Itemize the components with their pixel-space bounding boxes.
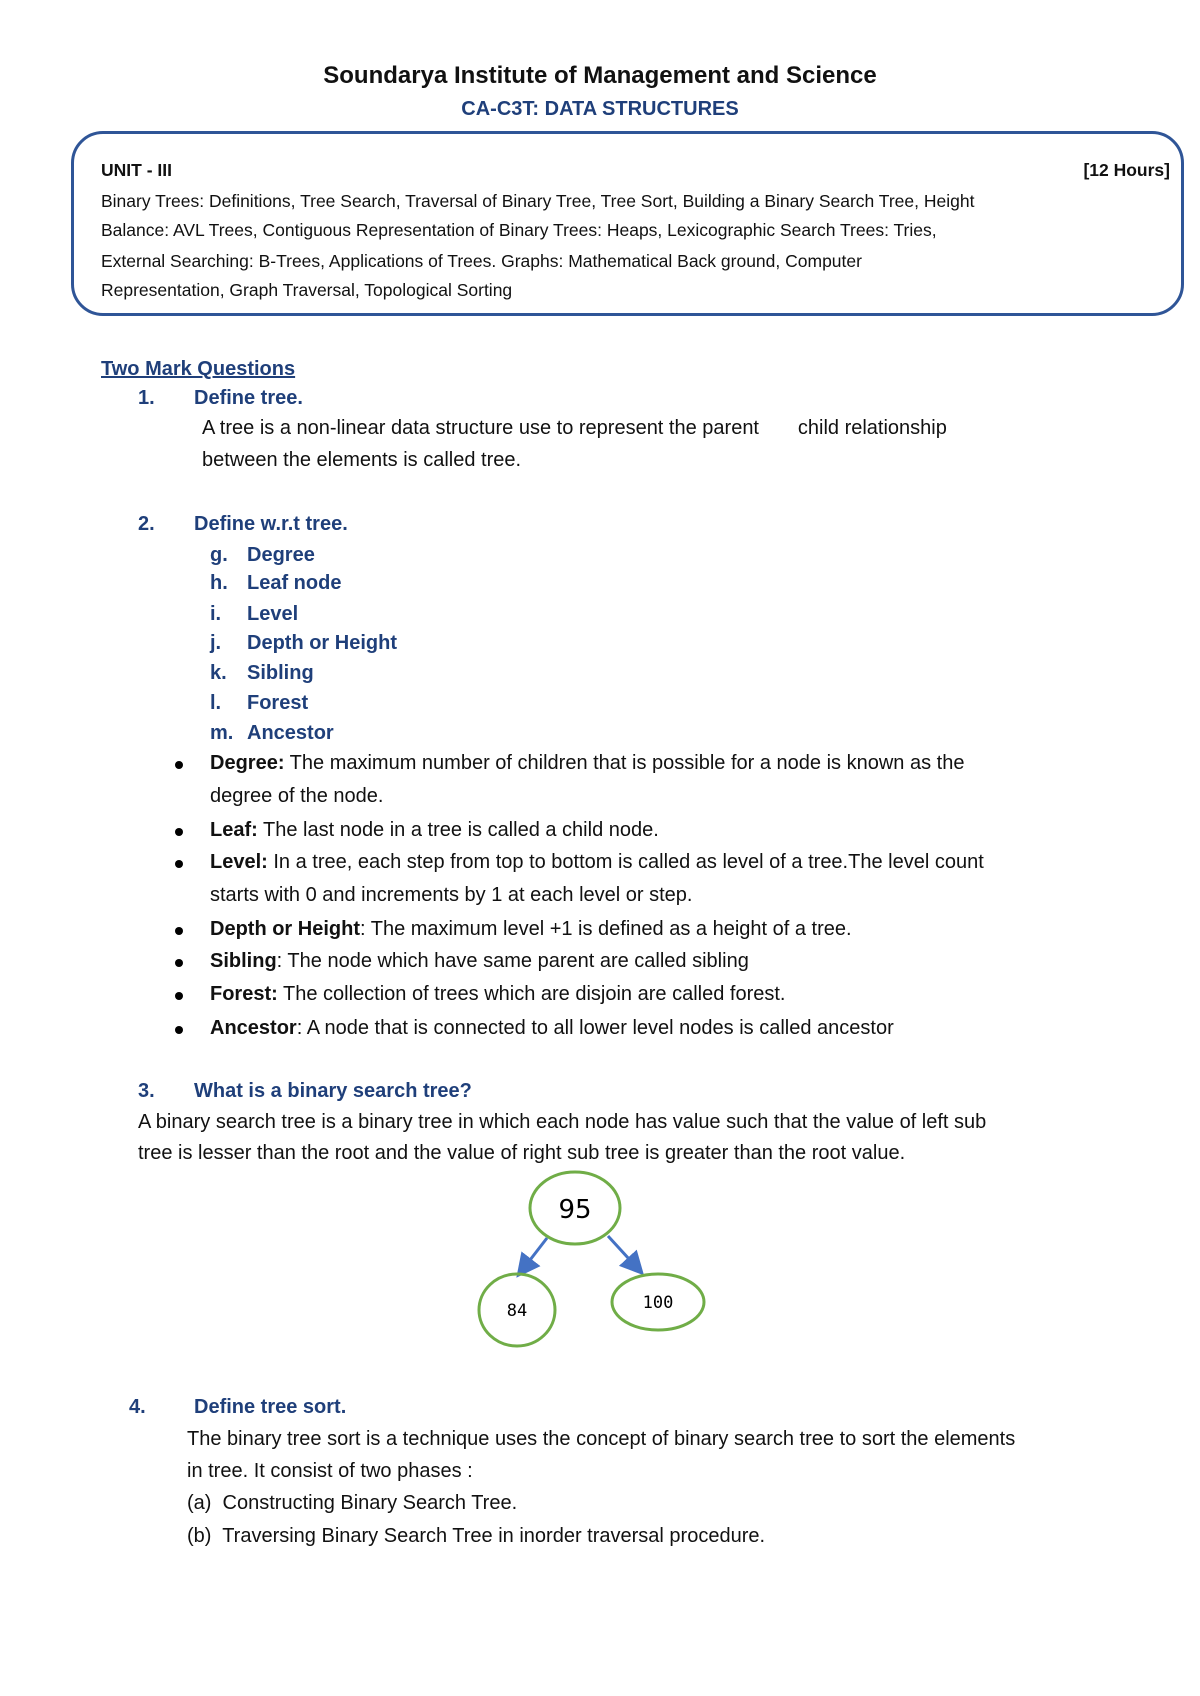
- q3-number: 3.: [138, 1080, 155, 1102]
- subitem-term: Sibling: [247, 662, 314, 684]
- left-value: 84: [506, 1301, 528, 1321]
- definition-text: : A node that is connected to all lower level nodes is called ancestor: [296, 1017, 894, 1039]
- definition-text: In a tree, each step from top to bottom is called as level of a tree.The level count: [267, 851, 984, 873]
- definition-text: The collection of trees which are disjoin are called forest.: [277, 983, 786, 1005]
- q3-answer: A binary search tree is a binary tree in which each node has value such that the value of left sub: [138, 1111, 987, 1133]
- q3-title: What is a binary search tree?: [194, 1080, 472, 1102]
- q3-answer: tree is lesser than the root and the value of right sub tree is greater than the root value.: [138, 1142, 906, 1164]
- subitem-letter: k.: [210, 662, 227, 684]
- definition-term: Degree:: [210, 752, 285, 774]
- root-value: 95: [558, 1195, 592, 1225]
- definition-text: : The node which have same parent are called sibling: [276, 950, 749, 972]
- q1-number: 1.: [138, 387, 155, 409]
- subitem-term: Forest: [247, 692, 309, 714]
- q1-title: Define tree.: [194, 387, 303, 409]
- subitem-letter: i.: [210, 603, 222, 625]
- q4-number: 4.: [129, 1396, 146, 1418]
- subitem-letter: h.: [210, 572, 228, 594]
- definition-term: Ancestor: [210, 1017, 297, 1039]
- right-value: 100: [642, 1293, 674, 1313]
- syllabus-line: External Searching: B-Trees, Applications of Trees. Graphs: Mathematical Back ground, Computer: [101, 251, 862, 271]
- definition-term: Level:: [210, 851, 268, 873]
- section-heading: Two Mark Questions: [101, 358, 296, 380]
- subitem-letter: g.: [210, 544, 228, 566]
- unit-label: UNIT - III: [101, 160, 172, 180]
- institute-title: Soundarya Institute of Management and Science: [323, 62, 877, 89]
- edge-right-arrow: [608, 1236, 640, 1271]
- definition-text: : The maximum level +1 is defined as a height of a tree.: [360, 918, 852, 940]
- definition-text: The last node in a tree is called a child node.: [257, 819, 659, 841]
- q1-answer: between the elements is called tree.: [202, 449, 522, 471]
- definition-text: starts with 0 and increments by 1 at each level or step.: [210, 884, 693, 906]
- definition-text: degree of the node.: [210, 785, 384, 807]
- q4-answer: in tree. It consist of two phases :: [187, 1460, 473, 1482]
- syllabus-line: Balance: AVL Trees, Contiguous Representation of Binary Trees: Heaps, Lexicographic Search Trees: Tries,: [101, 220, 937, 240]
- subitem-term: Degree: [247, 544, 315, 566]
- subitem-letter: l.: [210, 692, 222, 714]
- course-title: CA-C3T: DATA STRUCTURES: [461, 98, 739, 120]
- definition-term: Leaf:: [210, 819, 258, 841]
- syllabus-line: Binary Trees: Definitions, Tree Search, Traversal of Binary Tree, Tree Sort, Building a Binary Search Tree, Height: [101, 191, 975, 211]
- q4-phase-a: (a) Constructing Binary Search Tree.: [187, 1492, 518, 1514]
- subitem-letter: j.: [210, 632, 222, 654]
- definition-text: The maximum number of children that is possible for a node is known as the: [284, 752, 965, 774]
- definition-term: Sibling: [210, 950, 277, 972]
- subitem-letter: m.: [210, 722, 234, 744]
- q4-title: Define tree sort.: [194, 1396, 347, 1418]
- subitem-term: Ancestor: [247, 722, 334, 744]
- subitem-term: Leaf node: [247, 572, 342, 594]
- syllabus-line: Representation, Graph Traversal, Topological Sorting: [101, 280, 513, 300]
- q4-answer: The binary tree sort is a technique uses the concept of binary search tree to sort the elements: [187, 1428, 1016, 1450]
- q4-phase-b: (b) Traversing Binary Search Tree in inorder traversal procedure.: [187, 1525, 766, 1547]
- edge-left-arrow: [520, 1238, 547, 1273]
- definition-term: Forest:: [210, 983, 278, 1005]
- q1-answer: A tree is a non-linear data structure use to represent the parent child relationship: [202, 417, 947, 439]
- q2-number: 2.: [138, 513, 155, 535]
- q2-title: Define w.r.t tree.: [194, 513, 348, 535]
- definition-term: Depth or Height: [210, 918, 360, 940]
- subitem-term: Level: [247, 603, 299, 625]
- subitem-term: Depth or Height: [247, 632, 397, 654]
- hours-label: [12 Hours]: [1083, 160, 1170, 180]
